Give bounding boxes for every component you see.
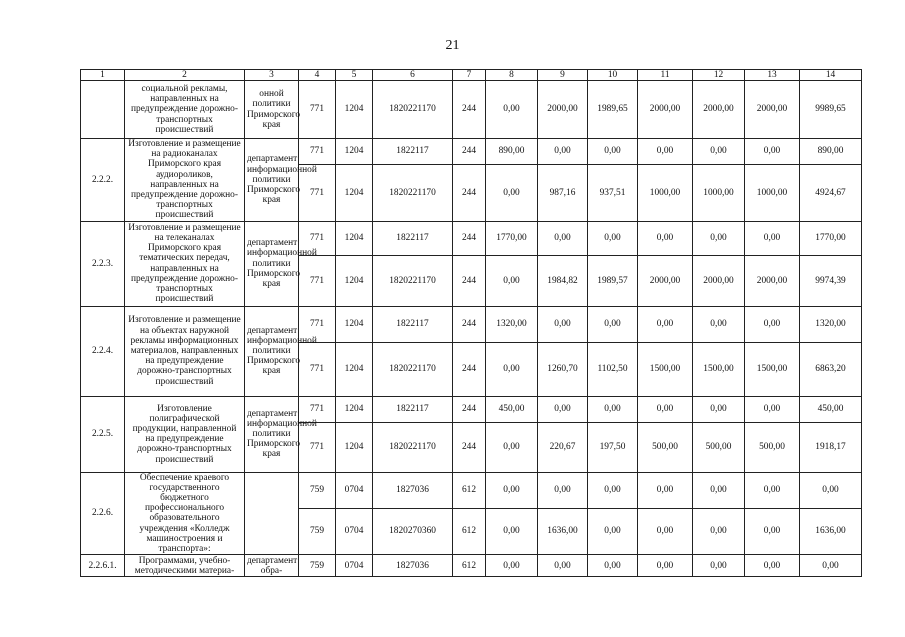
cell-col-8: 0,00 [486,165,538,222]
page-number: 21 [445,38,460,53]
cell-col-4: 759 [299,508,336,555]
cell-col-14: 450,00 [800,396,862,422]
cell-col-13: 0,00 [745,139,800,165]
cell-col-5: 1204 [336,81,373,139]
item-name: Обеспечение краевого государственного бюджетного профессионального образовательного учреждения «Колледж машиностроения и транспорта»: [125,472,245,555]
table-row [81,81,862,139]
cell-col-11: 1500,00 [638,342,693,396]
cell-col-5: 0704 [336,472,373,508]
cell-col-7: 244 [453,396,486,422]
cell-col-10: 1989,65 [588,81,638,139]
item-executor: департамент информационной политики Приморского края [245,396,299,472]
cell-col-10: 0,00 [588,306,638,342]
item-code: 2.2.4. [81,306,125,396]
cell-col-11: 2000,00 [638,81,693,139]
cell-col-12: 0,00 [693,472,745,508]
column-header-14: 14 [800,70,862,81]
cell-col-10: 1989,57 [588,255,638,306]
cell-col-6: 1827036 [373,472,453,508]
cell-col-6: 1820221170 [373,422,453,472]
cell-col-10: 0,00 [588,472,638,508]
cell-col-11: 0,00 [638,396,693,422]
cell-col-6: 1822117 [373,396,453,422]
column-header-3: 3 [245,70,299,81]
cell-col-8: 1320,00 [486,306,538,342]
cell-col-9: 0,00 [538,396,588,422]
item-executor: онной политики Приморского края [245,81,299,139]
item-executor: департамент информационной политики Приморского края [245,306,299,396]
cell-col-7: 244 [453,342,486,396]
cell-col-10: 0,00 [588,555,638,577]
cell-col-12: 2000,00 [693,81,745,139]
cell-col-5: 1204 [336,255,373,306]
cell-col-5: 1204 [336,342,373,396]
cell-col-13: 0,00 [745,221,800,255]
cell-col-4: 771 [299,165,336,222]
cell-col-10: 937,51 [588,165,638,222]
item-code: 2.2.2. [81,139,125,222]
cell-col-7: 244 [453,221,486,255]
cell-col-10: 197,50 [588,422,638,472]
cell-col-14: 890,00 [800,139,862,165]
cell-col-8: 0,00 [486,555,538,577]
cell-col-6: 1820221170 [373,255,453,306]
table-row [81,472,862,508]
item-name: Изготовление и размещение на радиоканалах Приморского края аудиороликов, направленных на предупреждение дорожно-транспортных происшествий [125,139,245,222]
cell-col-11: 0,00 [638,472,693,508]
cell-col-14: 9989,65 [800,81,862,139]
cell-col-12: 0,00 [693,396,745,422]
cell-col-4: 771 [299,81,336,139]
cell-col-6: 1822117 [373,139,453,165]
cell-col-6: 1820221170 [373,165,453,222]
item-code: 2.2.6. [81,472,125,555]
cell-col-12: 1000,00 [693,165,745,222]
column-header-10: 10 [588,70,638,81]
cell-col-13: 2000,00 [745,81,800,139]
item-name: социальной рекламы, направленных на предупреждение дорожно-транспортных происшествий [125,81,245,139]
cell-col-4: 771 [299,255,336,306]
cell-col-11: 0,00 [638,555,693,577]
cell-col-13: 1000,00 [745,165,800,222]
column-header-12: 12 [693,70,745,81]
cell-col-11: 1000,00 [638,165,693,222]
cell-col-12: 0,00 [693,139,745,165]
column-header-8: 8 [486,70,538,81]
table-row [81,221,862,255]
cell-col-4: 771 [299,221,336,255]
cell-col-13: 0,00 [745,555,800,577]
cell-col-4: 771 [299,396,336,422]
cell-col-14: 1636,00 [800,508,862,555]
column-header-1: 1 [81,70,125,81]
cell-col-12: 500,00 [693,422,745,472]
cell-col-14: 6863,20 [800,342,862,396]
cell-col-7: 244 [453,139,486,165]
cell-col-13: 0,00 [745,508,800,555]
header-row [81,70,862,81]
item-name: Изготовление и размещение на объектах наружной рекламы информационных материалов, направленных на предупреждение дорожно-транспортных происшествий [125,306,245,396]
column-header-5: 5 [336,70,373,81]
item-code: 2.2.3. [81,221,125,306]
cell-col-13: 500,00 [745,422,800,472]
cell-col-5: 1204 [336,221,373,255]
cell-col-13: 1500,00 [745,342,800,396]
cell-col-6: 1822117 [373,306,453,342]
cell-col-8: 890,00 [486,139,538,165]
cell-col-11: 500,00 [638,422,693,472]
cell-col-12: 1500,00 [693,342,745,396]
cell-col-9: 0,00 [538,221,588,255]
cell-col-7: 612 [453,472,486,508]
cell-col-5: 0704 [336,555,373,577]
cell-col-6: 1827036 [373,555,453,577]
cell-col-10: 1102,50 [588,342,638,396]
cell-col-14: 1770,00 [800,221,862,255]
cell-col-8: 0,00 [486,342,538,396]
cell-col-5: 1204 [336,165,373,222]
cell-col-5: 1204 [336,306,373,342]
cell-col-4: 759 [299,472,336,508]
item-executor: департамент обра- [245,555,299,577]
column-header-7: 7 [453,70,486,81]
cell-col-9: 2000,00 [538,81,588,139]
cell-col-11: 2000,00 [638,255,693,306]
cell-col-9: 220,67 [538,422,588,472]
cell-col-5: 1204 [336,422,373,472]
cell-col-9: 1984,82 [538,255,588,306]
cell-col-10: 0,00 [588,396,638,422]
cell-col-4: 759 [299,555,336,577]
cell-col-8: 0,00 [486,81,538,139]
cell-col-8: 450,00 [486,396,538,422]
table-row [81,139,862,165]
cell-col-7: 244 [453,81,486,139]
column-header-9: 9 [538,70,588,81]
cell-col-9: 0,00 [538,139,588,165]
cell-col-14: 0,00 [800,555,862,577]
cell-col-9: 0,00 [538,306,588,342]
budget-table [80,69,862,577]
cell-col-7: 244 [453,255,486,306]
cell-col-12: 0,00 [693,555,745,577]
cell-col-12: 0,00 [693,306,745,342]
cell-col-5: 1204 [336,396,373,422]
table-row [81,555,862,577]
column-header-4: 4 [299,70,336,81]
column-header-11: 11 [638,70,693,81]
cell-col-9: 1636,00 [538,508,588,555]
cell-col-8: 0,00 [486,422,538,472]
cell-col-8: 0,00 [486,255,538,306]
cell-col-7: 244 [453,165,486,222]
cell-col-13: 0,00 [745,472,800,508]
cell-col-9: 0,00 [538,472,588,508]
cell-col-4: 771 [299,306,336,342]
cell-col-9: 1260,70 [538,342,588,396]
cell-col-12: 0,00 [693,508,745,555]
cell-col-8: 0,00 [486,508,538,555]
cell-col-6: 1820270360 [373,508,453,555]
table-row [81,306,862,342]
cell-col-11: 0,00 [638,508,693,555]
item-executor: департамент информационной политики Приморского края [245,139,299,222]
cell-col-14: 4924,67 [800,165,862,222]
cell-col-12: 2000,00 [693,255,745,306]
cell-col-7: 612 [453,555,486,577]
cell-col-4: 771 [299,422,336,472]
item-name: Программами, учебно-методическими материа- [125,555,245,577]
cell-col-6: 1822117 [373,221,453,255]
cell-col-7: 244 [453,422,486,472]
cell-col-4: 771 [299,139,336,165]
item-executor [245,472,299,555]
item-code [81,81,125,139]
cell-col-13: 2000,00 [745,255,800,306]
cell-col-10: 0,00 [588,139,638,165]
cell-col-6: 1820221170 [373,81,453,139]
table-body [81,81,862,577]
cell-col-8: 0,00 [486,472,538,508]
table-row [81,396,862,422]
cell-col-9: 987,16 [538,165,588,222]
cell-col-14: 9974,39 [800,255,862,306]
cell-col-14: 1320,00 [800,306,862,342]
cell-col-13: 0,00 [745,396,800,422]
cell-col-11: 0,00 [638,139,693,165]
column-header-6: 6 [373,70,453,81]
cell-col-8: 1770,00 [486,221,538,255]
cell-col-10: 0,00 [588,508,638,555]
cell-col-10: 0,00 [588,221,638,255]
cell-col-7: 244 [453,306,486,342]
item-name: Изготовление полиграфической продукции, направленной на предупреждение дорожно-транспортных происшествий [125,396,245,472]
cell-col-7: 612 [453,508,486,555]
cell-col-11: 0,00 [638,221,693,255]
item-code: 2.2.6.1. [81,555,125,577]
cell-col-14: 0,00 [800,472,862,508]
column-header-13: 13 [745,70,800,81]
cell-col-5: 0704 [336,508,373,555]
column-header-2: 2 [125,70,245,81]
item-code: 2.2.5. [81,396,125,472]
cell-col-11: 0,00 [638,306,693,342]
cell-col-14: 1918,17 [800,422,862,472]
cell-col-13: 0,00 [745,306,800,342]
item-name: Изготовление и размещение на телеканалах Приморского края тематических передач, направленных на предупреждение дорожно-транспортных происшествий [125,221,245,306]
cell-col-4: 771 [299,342,336,396]
item-executor: департамент информационной политики Приморского края [245,221,299,306]
cell-col-6: 1820221170 [373,342,453,396]
cell-col-12: 0,00 [693,221,745,255]
cell-col-9: 0,00 [538,555,588,577]
cell-col-5: 1204 [336,139,373,165]
